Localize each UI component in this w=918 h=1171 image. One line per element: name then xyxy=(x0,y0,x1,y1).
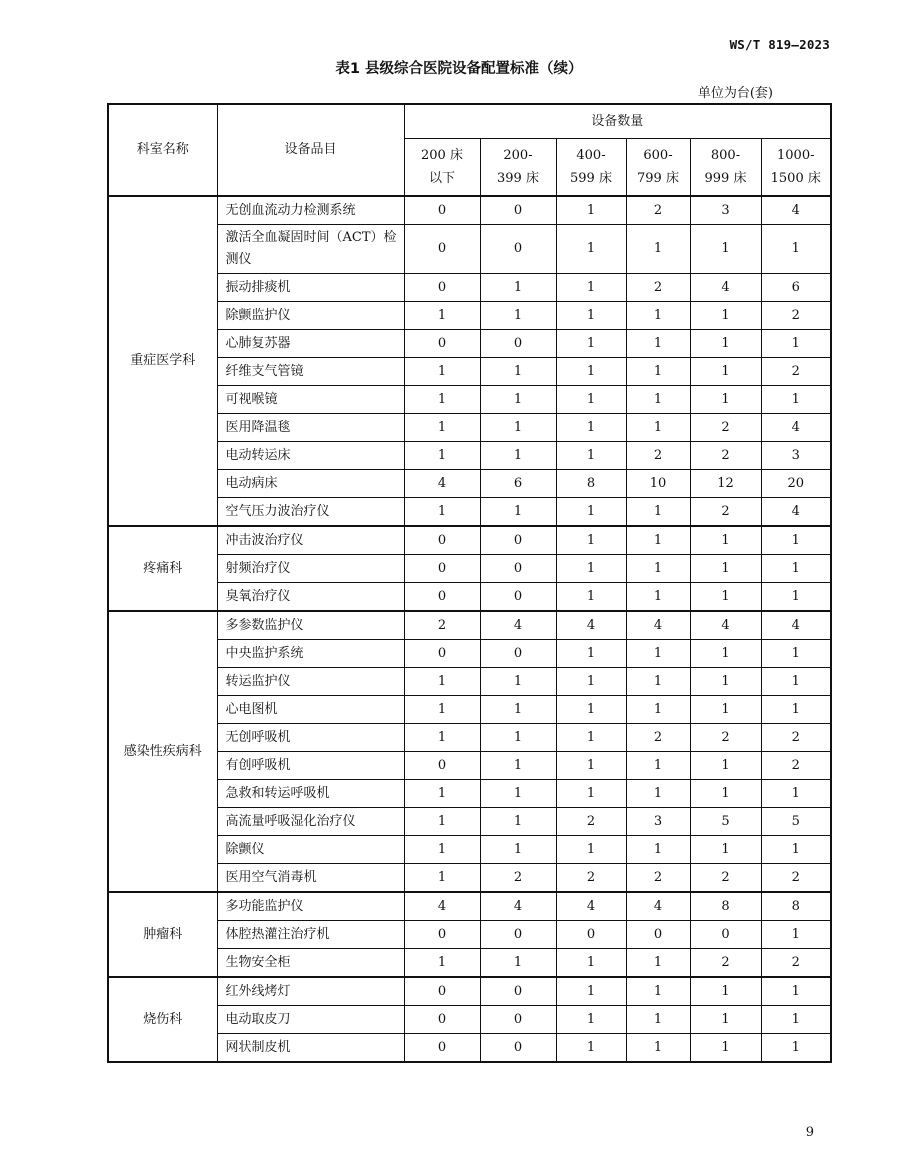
quantity-cell: 2 xyxy=(761,302,831,330)
equipment-item: 网状制皮机 xyxy=(217,1034,404,1063)
quantity-cell: 1 xyxy=(690,668,761,696)
quantity-cell: 5 xyxy=(761,808,831,836)
quantity-cell: 1 xyxy=(480,358,556,386)
equipment-item: 电动取皮刀 xyxy=(217,1006,404,1034)
quantity-cell: 1 xyxy=(690,780,761,808)
quantity-cell: 4 xyxy=(480,892,556,921)
quantity-cell: 4 xyxy=(626,611,690,640)
table-row xyxy=(108,583,831,612)
quantity-cell: 1 xyxy=(556,977,626,1006)
dept-name: 疼痛科 xyxy=(108,526,217,611)
quantity-cell: 4 xyxy=(556,892,626,921)
quantity-cell: 0 xyxy=(480,977,556,1006)
quantity-cell: 2 xyxy=(690,498,761,527)
quantity-cell: 1 xyxy=(761,225,831,274)
table-row xyxy=(108,892,831,921)
quantity-cell: 3 xyxy=(626,808,690,836)
quantity-cell: 2 xyxy=(626,442,690,470)
quantity-cell: 1 xyxy=(690,526,761,555)
equipment-item: 空气压力波治疗仪 xyxy=(217,498,404,527)
quantity-cell: 0 xyxy=(404,526,480,555)
quantity-cell: 1 xyxy=(556,526,626,555)
equipment-item: 激活全血凝固时间（ACT）检测仪 xyxy=(217,225,404,274)
quantity-cell: 0 xyxy=(480,555,556,583)
quantity-cell: 1 xyxy=(556,1006,626,1034)
quantity-cell: 1 xyxy=(690,358,761,386)
quantity-cell: 0 xyxy=(404,977,480,1006)
quantity-cell: 1 xyxy=(480,949,556,978)
quantity-cell: 1 xyxy=(404,864,480,893)
quantity-cell: 1 xyxy=(556,696,626,724)
quantity-cell: 3 xyxy=(761,442,831,470)
quantity-cell: 2 xyxy=(761,864,831,893)
quantity-cell: 1 xyxy=(626,526,690,555)
equipment-item: 有创呼吸机 xyxy=(217,752,404,780)
quantity-cell: 4 xyxy=(690,274,761,302)
quantity-cell: 0 xyxy=(626,921,690,949)
table-row xyxy=(108,921,831,949)
quantity-cell: 10 xyxy=(626,470,690,498)
quantity-cell: 1 xyxy=(626,1006,690,1034)
quantity-cell: 1 xyxy=(690,977,761,1006)
table-row xyxy=(108,225,831,274)
quantity-cell: 1 xyxy=(556,442,626,470)
quantity-cell: 1 xyxy=(556,640,626,668)
quantity-cell: 1 xyxy=(404,780,480,808)
equipment-item: 可视喉镜 xyxy=(217,386,404,414)
quantity-cell: 1 xyxy=(626,225,690,274)
table-row xyxy=(108,330,831,358)
quantity-cell: 1 xyxy=(626,977,690,1006)
equipment-item: 射频治疗仪 xyxy=(217,555,404,583)
quantity-cell: 4 xyxy=(556,611,626,640)
quantity-cell: 1 xyxy=(480,302,556,330)
quantity-cell: 1 xyxy=(761,330,831,358)
quantity-cell: 1 xyxy=(761,555,831,583)
quantity-cell: 3 xyxy=(690,196,761,225)
quantity-cell: 1 xyxy=(626,555,690,583)
table-row xyxy=(108,498,831,527)
equipment-item: 冲击波治疗仪 xyxy=(217,526,404,555)
quantity-cell: 1 xyxy=(761,526,831,555)
quantity-cell: 6 xyxy=(761,274,831,302)
table-row xyxy=(108,526,831,555)
quantity-cell: 0 xyxy=(480,330,556,358)
quantity-cell: 1 xyxy=(626,414,690,442)
quantity-cell: 1 xyxy=(690,330,761,358)
table-row xyxy=(108,949,831,978)
quantity-cell: 1 xyxy=(761,668,831,696)
quantity-cell: 4 xyxy=(404,892,480,921)
equipment-item: 心肺复苏器 xyxy=(217,330,404,358)
quantity-cell: 1 xyxy=(761,583,831,612)
table-row xyxy=(108,977,831,1006)
equipment-item: 医用降温毯 xyxy=(217,414,404,442)
quantity-cell: 2 xyxy=(556,864,626,893)
quantity-cell: 2 xyxy=(761,358,831,386)
quantity-cell: 1 xyxy=(690,1006,761,1034)
table-body xyxy=(108,196,831,1062)
table-row xyxy=(108,386,831,414)
table-row xyxy=(108,611,831,640)
quantity-cell: 2 xyxy=(626,274,690,302)
quantity-cell: 1 xyxy=(556,668,626,696)
quantity-cell: 1 xyxy=(556,358,626,386)
quantity-cell: 0 xyxy=(404,583,480,612)
quantity-cell: 1 xyxy=(556,386,626,414)
quantity-cell: 1 xyxy=(480,780,556,808)
quantity-cell: 1 xyxy=(626,949,690,978)
quantity-cell: 1 xyxy=(480,668,556,696)
quantity-cell: 0 xyxy=(404,1034,480,1063)
equipment-item: 除颤仪 xyxy=(217,836,404,864)
table-row xyxy=(108,836,831,864)
equipment-item: 振动排痰机 xyxy=(217,274,404,302)
quantity-cell: 2 xyxy=(761,949,831,978)
equipment-item: 无创呼吸机 xyxy=(217,724,404,752)
equipment-item: 纤维支气管镜 xyxy=(217,358,404,386)
equipment-item: 转运监护仪 xyxy=(217,668,404,696)
quantity-cell: 1 xyxy=(404,386,480,414)
quantity-cell: 4 xyxy=(761,196,831,225)
equipment-item: 多参数监护仪 xyxy=(217,611,404,640)
equipment-item: 无创血流动力检测系统 xyxy=(217,196,404,225)
quantity-cell: 1 xyxy=(480,752,556,780)
quantity-cell: 4 xyxy=(690,611,761,640)
quantity-cell: 1 xyxy=(626,836,690,864)
quantity-cell: 1 xyxy=(556,196,626,225)
quantity-cell: 1 xyxy=(690,836,761,864)
quantity-cell: 1 xyxy=(556,949,626,978)
quantity-cell: 1 xyxy=(404,498,480,527)
quantity-cell: 5 xyxy=(690,808,761,836)
quantity-cell: 1 xyxy=(690,386,761,414)
quantity-cell: 1 xyxy=(556,225,626,274)
quantity-cell: 0 xyxy=(480,640,556,668)
quantity-cell: 1 xyxy=(556,752,626,780)
quantity-cell: 1 xyxy=(626,330,690,358)
quantity-cell: 6 xyxy=(480,470,556,498)
equipment-item: 红外线烤灯 xyxy=(217,977,404,1006)
quantity-cell: 1 xyxy=(556,555,626,583)
quantity-cell: 1 xyxy=(626,752,690,780)
quantity-cell: 0 xyxy=(404,752,480,780)
dept-name: 烧伤科 xyxy=(108,977,217,1062)
quantity-cell: 1 xyxy=(556,302,626,330)
quantity-cell: 8 xyxy=(556,470,626,498)
quantity-cell: 1 xyxy=(626,696,690,724)
quantity-cell: 0 xyxy=(404,225,480,274)
quantity-cell: 2 xyxy=(690,724,761,752)
quantity-cell: 1 xyxy=(404,302,480,330)
quantity-cell: 2 xyxy=(761,752,831,780)
table-row xyxy=(108,470,831,498)
quantity-cell: 1 xyxy=(480,274,556,302)
table-row xyxy=(108,808,831,836)
quantity-cell: 1 xyxy=(626,358,690,386)
table-row xyxy=(108,196,831,225)
quantity-cell: 2 xyxy=(626,724,690,752)
quantity-cell: 1 xyxy=(556,274,626,302)
header-bed-range: 200- 399 床 xyxy=(480,139,556,197)
quantity-cell: 1 xyxy=(480,414,556,442)
quantity-cell: 0 xyxy=(404,196,480,225)
quantity-cell: 1 xyxy=(690,640,761,668)
quantity-cell: 2 xyxy=(690,414,761,442)
table-row xyxy=(108,668,831,696)
quantity-cell: 1 xyxy=(556,498,626,527)
quantity-cell: 1 xyxy=(404,668,480,696)
quantity-cell: 1 xyxy=(690,555,761,583)
dept-name: 肿瘤科 xyxy=(108,892,217,977)
header-quantity: 设备数量 xyxy=(404,104,831,139)
quantity-cell: 1 xyxy=(556,414,626,442)
table-row xyxy=(108,302,831,330)
header-bed-range: 200 床 以下 xyxy=(404,139,480,197)
quantity-cell: 1 xyxy=(404,414,480,442)
header-bed-range: 800- 999 床 xyxy=(690,139,761,197)
quantity-cell: 1 xyxy=(556,1034,626,1063)
equipment-item: 电动病床 xyxy=(217,470,404,498)
quantity-cell: 2 xyxy=(761,724,831,752)
quantity-cell: 1 xyxy=(480,696,556,724)
quantity-cell: 1 xyxy=(626,302,690,330)
quantity-cell: 0 xyxy=(480,1034,556,1063)
quantity-cell: 1 xyxy=(626,780,690,808)
quantity-cell: 0 xyxy=(404,921,480,949)
quantity-cell: 1 xyxy=(480,386,556,414)
quantity-cell: 1 xyxy=(761,836,831,864)
quantity-cell: 1 xyxy=(761,386,831,414)
header-item: 设备品目 xyxy=(217,104,404,196)
table-row xyxy=(108,414,831,442)
quantity-cell: 0 xyxy=(480,583,556,612)
quantity-cell: 2 xyxy=(404,611,480,640)
quantity-cell: 1 xyxy=(480,442,556,470)
quantity-cell: 1 xyxy=(404,724,480,752)
quantity-cell: 2 xyxy=(626,196,690,225)
equipment-item: 中央监护系统 xyxy=(217,640,404,668)
quantity-cell: 1 xyxy=(480,836,556,864)
quantity-cell: 2 xyxy=(690,949,761,978)
quantity-cell: 1 xyxy=(404,358,480,386)
equipment-item: 心电图机 xyxy=(217,696,404,724)
quantity-cell: 1 xyxy=(690,583,761,612)
dept-name: 重症医学科 xyxy=(108,196,217,526)
table-row xyxy=(108,864,831,893)
quantity-cell: 0 xyxy=(690,921,761,949)
table-row xyxy=(108,640,831,668)
equipment-item: 医用空气消毒机 xyxy=(217,864,404,893)
quantity-cell: 2 xyxy=(690,864,761,893)
quantity-cell: 0 xyxy=(480,196,556,225)
quantity-cell: 8 xyxy=(690,892,761,921)
equipment-standard-table xyxy=(107,103,832,1063)
unit-note: 单位为台(套) xyxy=(697,86,773,101)
quantity-cell: 4 xyxy=(761,414,831,442)
quantity-cell: 4 xyxy=(761,611,831,640)
quantity-cell: 4 xyxy=(761,498,831,527)
quantity-cell: 1 xyxy=(626,583,690,612)
header-bed-range: 400- 599 床 xyxy=(556,139,626,197)
quantity-cell: 0 xyxy=(480,921,556,949)
quantity-cell: 1 xyxy=(761,921,831,949)
quantity-cell: 1 xyxy=(690,1034,761,1063)
quantity-cell: 1 xyxy=(626,386,690,414)
equipment-item: 生物安全柜 xyxy=(217,949,404,978)
equipment-item: 体腔热灌注治疗机 xyxy=(217,921,404,949)
quantity-cell: 0 xyxy=(480,225,556,274)
quantity-cell: 1 xyxy=(761,696,831,724)
equipment-item: 臭氧治疗仪 xyxy=(217,583,404,612)
quantity-cell: 1 xyxy=(690,225,761,274)
table-row xyxy=(108,1006,831,1034)
quantity-cell: 1 xyxy=(480,724,556,752)
quantity-cell: 4 xyxy=(480,611,556,640)
quantity-cell: 2 xyxy=(556,808,626,836)
quantity-cell: 1 xyxy=(404,836,480,864)
page-number: 9 xyxy=(805,1125,814,1140)
quantity-cell: 1 xyxy=(404,696,480,724)
equipment-item: 急救和转运呼吸机 xyxy=(217,780,404,808)
quantity-cell: 1 xyxy=(556,780,626,808)
dept-name: 感染性疾病科 xyxy=(108,611,217,892)
quantity-cell: 1 xyxy=(404,808,480,836)
quantity-cell: 1 xyxy=(690,302,761,330)
quantity-cell: 1 xyxy=(556,330,626,358)
equipment-item: 除颤监护仪 xyxy=(217,302,404,330)
quantity-cell: 2 xyxy=(480,864,556,893)
quantity-cell: 1 xyxy=(690,696,761,724)
quantity-cell: 0 xyxy=(404,555,480,583)
quantity-cell: 0 xyxy=(480,526,556,555)
quantity-cell: 1 xyxy=(761,1006,831,1034)
quantity-cell: 1 xyxy=(690,752,761,780)
quantity-cell: 1 xyxy=(761,977,831,1006)
quantity-cell: 0 xyxy=(404,1006,480,1034)
document-code: WS/T 819—2023 xyxy=(729,37,830,52)
equipment-item: 电动转运床 xyxy=(217,442,404,470)
quantity-cell: 1 xyxy=(556,724,626,752)
quantity-cell: 20 xyxy=(761,470,831,498)
header-bed-range: 1000- 1500 床 xyxy=(761,139,831,197)
table-row xyxy=(108,442,831,470)
table-row xyxy=(108,358,831,386)
quantity-cell: 1 xyxy=(556,836,626,864)
equipment-item: 高流量呼吸湿化治疗仪 xyxy=(217,808,404,836)
table-row xyxy=(108,780,831,808)
table-row xyxy=(108,696,831,724)
quantity-cell: 1 xyxy=(404,442,480,470)
table-row xyxy=(108,724,831,752)
header-bed-range: 600- 799 床 xyxy=(626,139,690,197)
table-row xyxy=(108,752,831,780)
table-title: 表1 县级综合医院设备配置标准（续） xyxy=(335,61,583,77)
table-row xyxy=(108,274,831,302)
quantity-cell: 1 xyxy=(761,1034,831,1063)
quantity-cell: 1 xyxy=(626,668,690,696)
quantity-cell: 1 xyxy=(480,498,556,527)
equipment-item: 多功能监护仪 xyxy=(217,892,404,921)
quantity-cell: 4 xyxy=(404,470,480,498)
quantity-cell: 0 xyxy=(404,274,480,302)
quantity-cell: 4 xyxy=(626,892,690,921)
header-dept: 科室名称 xyxy=(108,104,217,196)
quantity-cell: 0 xyxy=(404,330,480,358)
quantity-cell: 1 xyxy=(480,808,556,836)
table-row xyxy=(108,555,831,583)
quantity-cell: 0 xyxy=(556,921,626,949)
quantity-cell: 1 xyxy=(626,498,690,527)
quantity-cell: 12 xyxy=(690,470,761,498)
quantity-cell: 1 xyxy=(626,1034,690,1063)
table-row xyxy=(108,1034,831,1063)
quantity-cell: 0 xyxy=(404,640,480,668)
quantity-cell: 1 xyxy=(761,640,831,668)
quantity-cell: 2 xyxy=(626,864,690,893)
quantity-cell: 1 xyxy=(404,949,480,978)
quantity-cell: 0 xyxy=(480,1006,556,1034)
quantity-cell: 1 xyxy=(556,583,626,612)
quantity-cell: 1 xyxy=(761,780,831,808)
quantity-cell: 8 xyxy=(761,892,831,921)
quantity-cell: 2 xyxy=(690,442,761,470)
quantity-cell: 1 xyxy=(626,640,690,668)
